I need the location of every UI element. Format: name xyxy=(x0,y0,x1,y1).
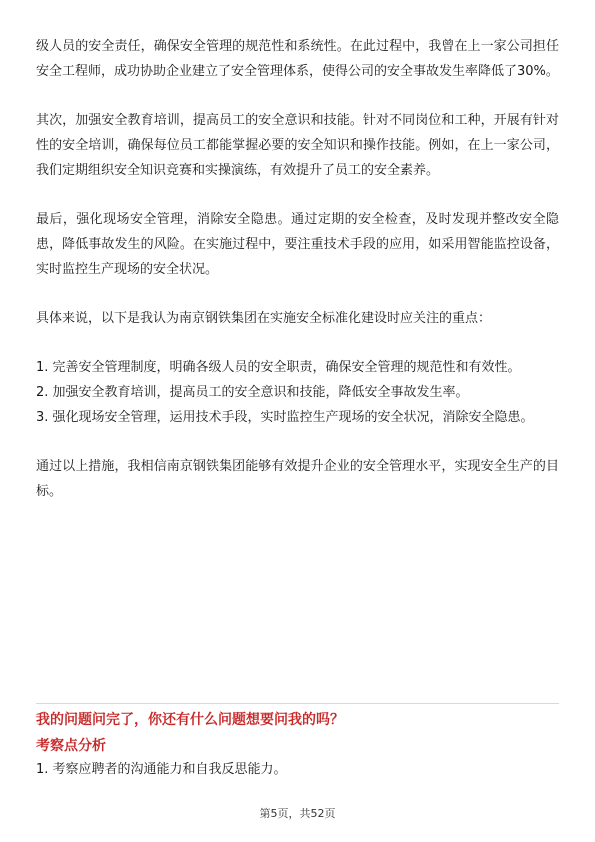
list-item: 2. 加强安全教育培训，提高员工的安全意识和技能，降低安全事故发生率。 xyxy=(36,385,469,400)
analysis-item: 1. 考察应聘者的沟通能力和自我反思能力。 xyxy=(36,762,287,777)
analysis-title: 考察点分析 xyxy=(36,738,106,754)
interview-question: 我的问题问完了，你还有什么问题想要问我的吗？ xyxy=(36,712,344,728)
paragraph-2: 其次，加强安全教育培训，提高员工的安全意识和技能。针对不同岗位和工种，开展有针对性的安全培训，确保每位员工都能掌握必要的安全知识和操作技能。例如，在上一家公司，我们定期组织安全知识竞赛和实操演练，有效提升了员工的安全素养。 xyxy=(36,113,559,178)
paragraph-5: 通过以上措施，我相信南京钢铁集团能够有效提升企业的安全管理水平，实现安全生产的目标。 xyxy=(36,459,559,499)
paragraph-3: 最后，强化现场安全管理，消除安全隐患。通过定期的安全检查，及时发现并整改安全隐患，降低事故发生的风险。在实施过程中，要注重技术手段的应用，如采用智能监控设备，实时监控生产现场的安全状况。 xyxy=(36,212,559,277)
paragraph-4: 具体来说，以下是我认为南京钢铁集团在实施安全标准化建设时应关注的重点： xyxy=(36,311,492,326)
page-number: 第5页，共52页 xyxy=(259,807,336,820)
list-item: 3. 强化现场安全管理，运用技术手段，实时监控生产现场的安全状况，消除安全隐患。 xyxy=(36,410,534,425)
section-divider xyxy=(36,703,559,704)
list-item: 1. 完善安全管理制度，明确各级人员的安全职责，确保安全管理的规范性和有效性。 xyxy=(36,360,521,375)
paragraph-1: 级人员的安全责任，确保安全管理的规范性和系统性。在此过程中，我曾在上一家公司担任安全工程师，成功协助企业建立了安全管理体系，使得公司的安全事故发生率降低了30%。 xyxy=(36,39,559,79)
answer-body xyxy=(36,34,559,504)
